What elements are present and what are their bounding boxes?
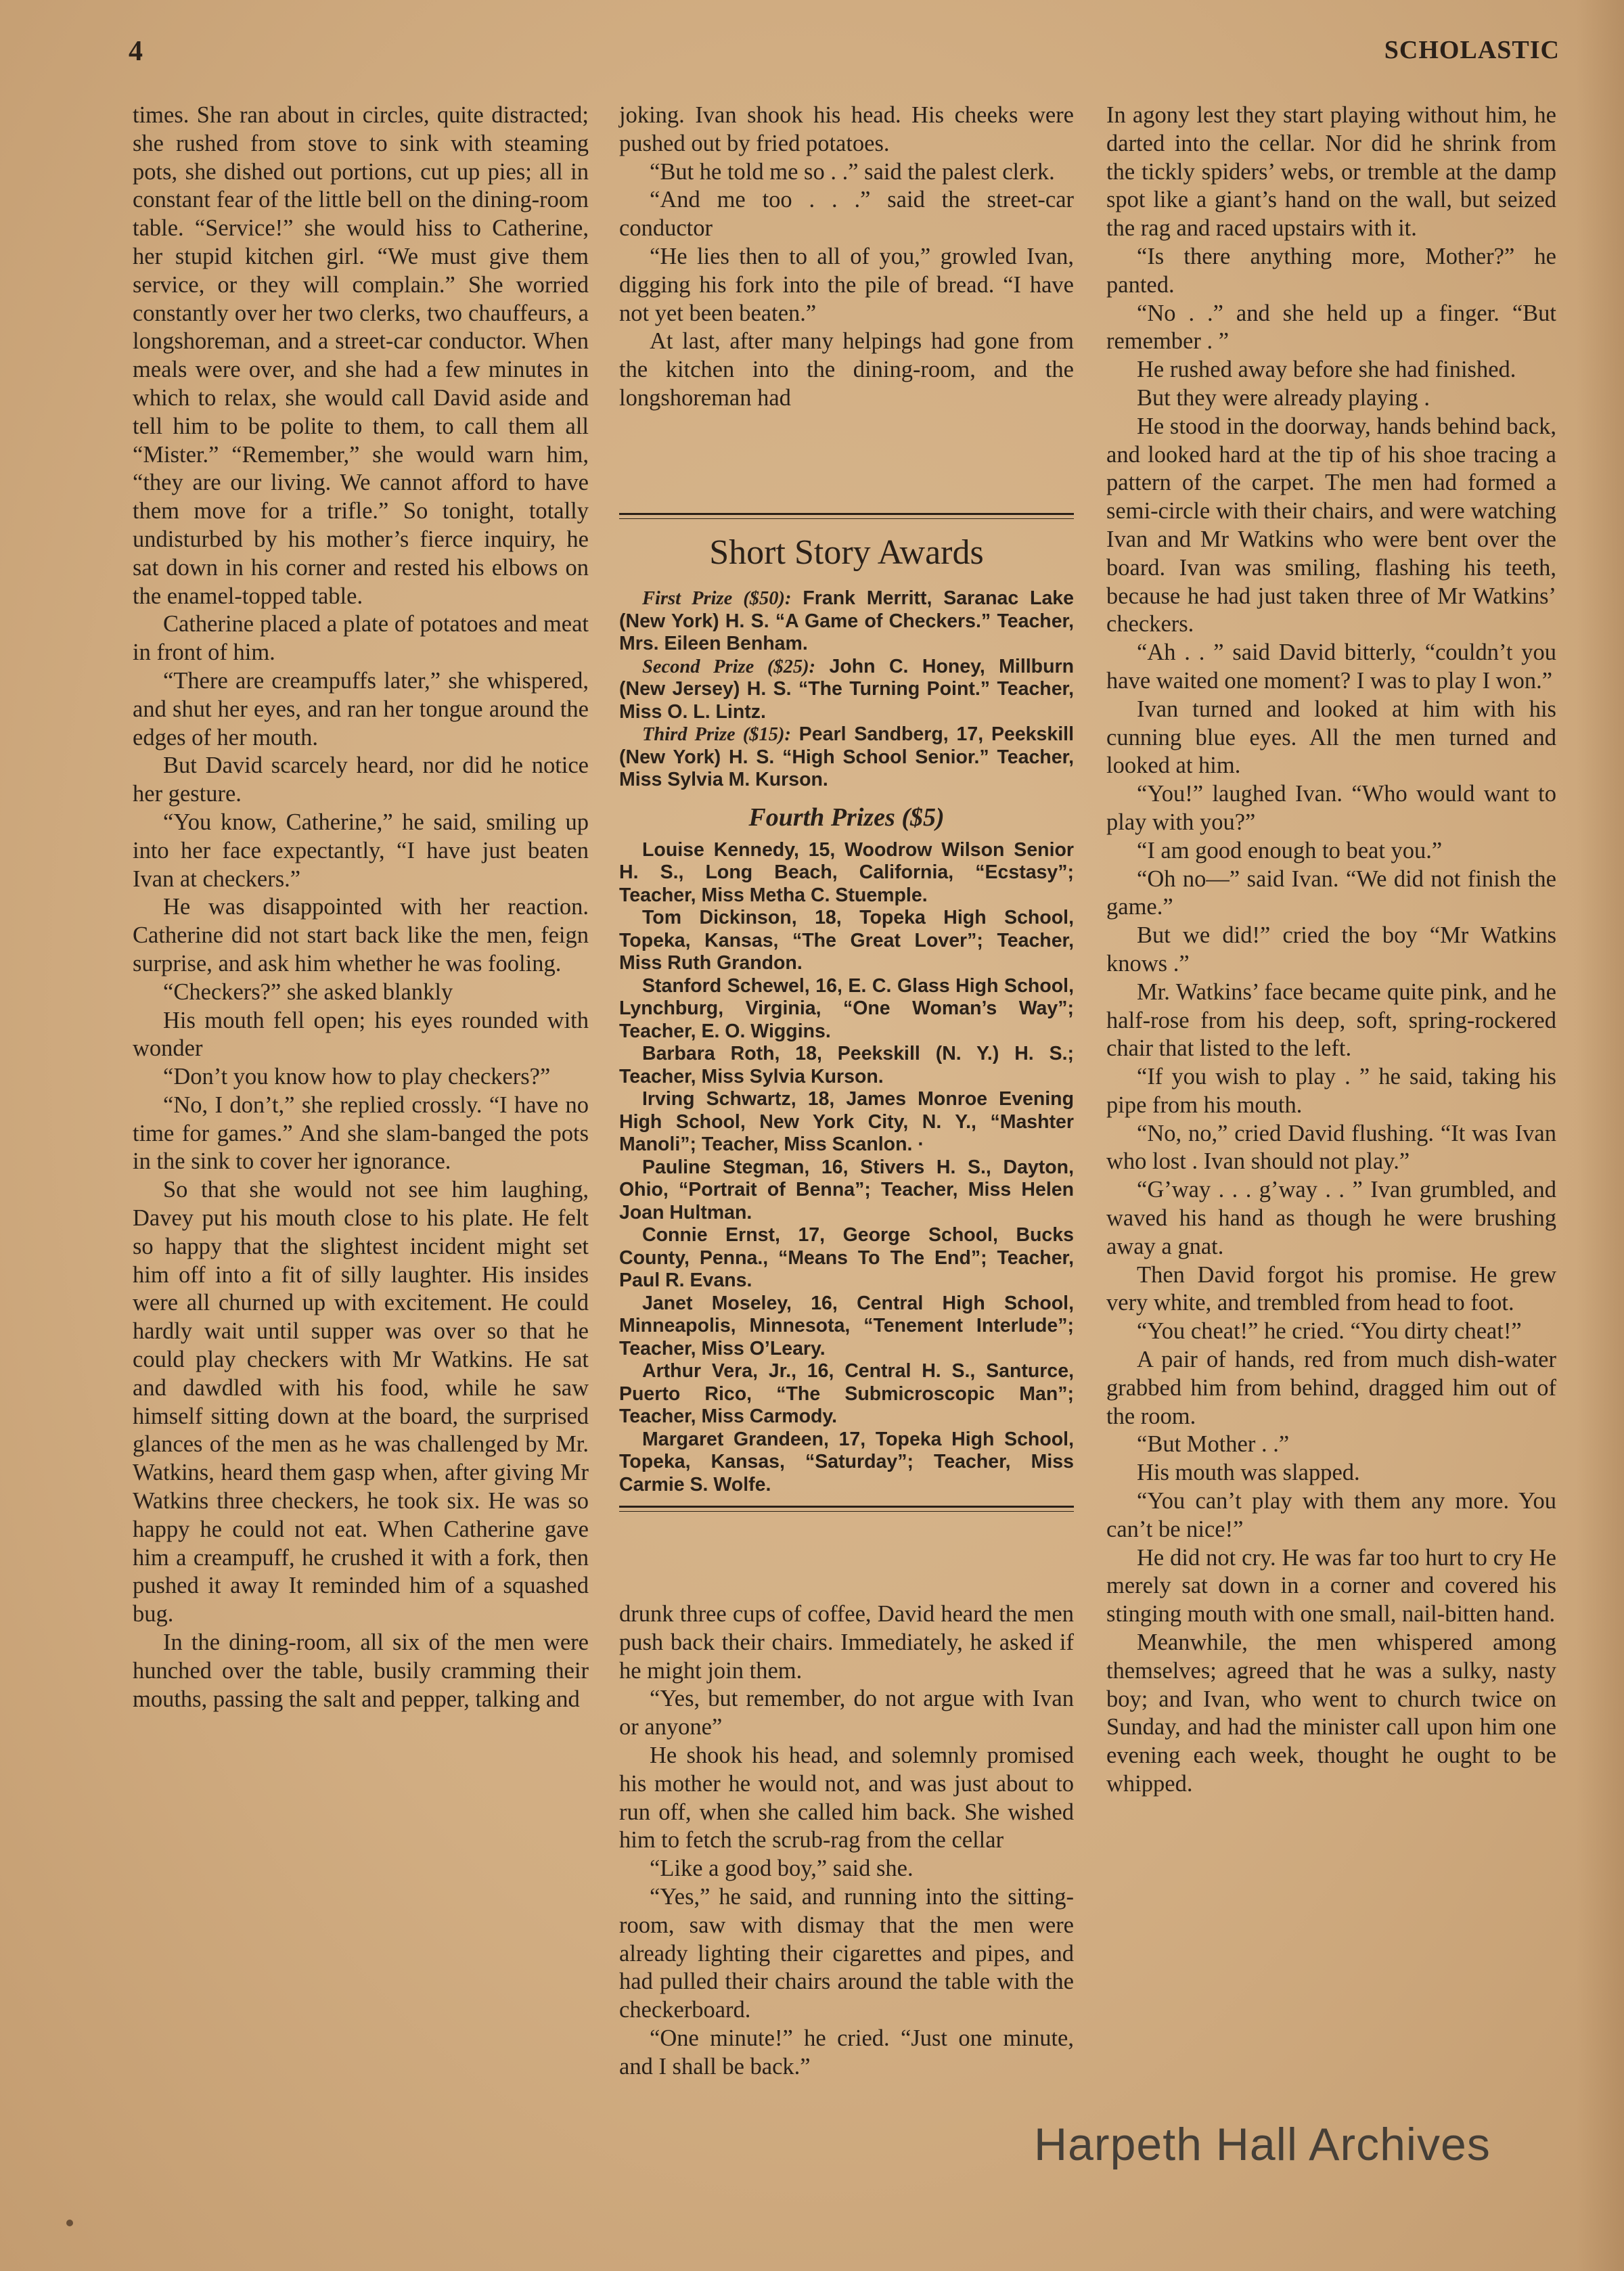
paragraph: He did not cry. He was far too hurt to cry He merely sat down in a corner and covered his stinging mouth with one small, nail-bitten hand. xyxy=(1106,1544,1556,1627)
paragraph: Meanwhile, the men whispered among themselves; agreed that he was a sulky, nasty boy; and Ivan, who went to church twice on Sunday, and had the minister call upon him one evening each week, thought he ought to be whipped. xyxy=(1106,1629,1556,1797)
paragraph: “I am good enough to beat you.” xyxy=(1137,837,1443,863)
paragraph: But they were already playing . xyxy=(1137,384,1430,411)
prize-entry xyxy=(619,656,1074,724)
torn-edge xyxy=(1577,0,1624,2271)
fourth-prize-entry: Stanford Schewel, 16, E. C. Glass High School, Lynchburg, Virginia, “One Woman’s Way”; Teacher, E. O. Wiggins. xyxy=(619,974,1074,1042)
prize-entry xyxy=(619,587,1074,656)
fourth-prize-entry: Janet Moseley, 16, Central High School, Minneapolis, Minnesota, “Tenement Interlude”; Teacher, Miss O’Leary. xyxy=(619,1292,1074,1359)
paragraph: “If you wish to play . ” he said, taking his pipe from his mouth. xyxy=(1106,1064,1556,1118)
archive-watermark: Harpeth Hall Archives xyxy=(1034,2119,1491,2170)
prize-text: Frank Merritt, Saranac Lake (New York) H. S. “A Game of Checkers.” Teacher, Mrs. Eileen Benham. xyxy=(619,587,1075,654)
prize-label: Third Prize ($15): xyxy=(642,724,791,745)
paragraph: “Yes, but remember, do not argue with Ivan or anyone” xyxy=(619,1686,1074,1740)
paragraph: He stood in the doorway, hands behind back, and looked hard at the tip of his shoe tracing a pattern of the carpet. The men had formed a semi-circle with their chairs, and were watching Ivan and Mr Watkins who were bent over the board. Ivan was smiling, flashing his teeth, because he had just taken three of Mr Watkins’ checkers. xyxy=(1106,413,1556,637)
paragraph: Catherine placed a plate of potatoes and meat in front of him. xyxy=(133,611,589,666)
paragraph: Mr. Watkins’ face became quite pink, and he half-rose from his deep, soft, spring-rockered chair that listed to the left. xyxy=(1106,979,1556,1062)
paragraph: times. She ran about in circles, quite distracted; she rushed from stove to sink with steaming pots, she dished out portions, cut up pies; all in constant fear of the little bell on the dining-room table. “Service!” she would hiss to Catherine, her stupid kitchen girl. “We must give them service, or they will complain.” She worried constantly over her two clerks, two chauffeurs, a longshoreman, and a street-car conductor. When meals were over, and she had a few minutes in which to relax, she would call David aside and tell him to be polite to them, to call them all “Mister.” “Remember,” she would warn him, “they are our living. We cannot afford to have them move for a trifle.” So tonight, totally undisturbed by his mother’s fierce inquiry, he sat down in his corner and rested his elbows on the enamel-topped table. xyxy=(133,102,589,609)
paragraph: “Yes,” he said, and running into the sitting-room, saw with dismay that the men were already lighting their cigarettes and pipes, and had pulled their chairs around the table with the checkerboard. xyxy=(619,1883,1074,2023)
rule-bottom xyxy=(619,1506,1074,1512)
awards-box xyxy=(619,513,1074,1582)
prize-label: Second Prize ($25): xyxy=(642,656,816,677)
paper-speck xyxy=(66,2220,73,2226)
rule-top xyxy=(619,513,1074,519)
paragraph: “Checkers?” she asked blankly xyxy=(163,979,453,1005)
paragraph: His mouth fell open; his eyes rounded with wonder xyxy=(133,1007,589,1062)
prize-entry xyxy=(619,723,1074,792)
awards-title: Short Story Awards xyxy=(709,533,984,572)
fourth-prize-entry: Connie Ernst, 17, George School, Bucks County, Penna., “Means To The End”; Teacher, Paul R. Evans. xyxy=(619,1224,1074,1291)
paragraph: “There are creampuffs later,” she whispered, and shut her eyes, and ran her tongue around the edges of her mouth. xyxy=(133,667,589,750)
page-number: 4 xyxy=(129,36,143,67)
paragraph: “You!” laughed Ivan. “Who would want to play with you?” xyxy=(1106,781,1556,835)
fourth-prize-entry: Barbara Roth, 18, Peekskill (N. Y.) H. S.; Teacher, Miss Sylvia Kurson. xyxy=(619,1043,1074,1087)
magazine-name: SCHOLASTIC xyxy=(1384,36,1560,64)
paragraph: So that she would not see him laughing, Davey put his mouth close to his plate. He felt so happy that the slightest incident might set him off into a fit of silly laughter. His insides were all churned up with excitement. He could hardly wait until supper was over so that he could play checkers with Mr Watkins. He sat and dawdled with his food, while he saw himself sitting down at the board, the surprised glances of the men as he was challenged by Mr. Watkins, heard them gasp when, after giving Mr Watkins three checkers, he took six. He was so happy he could not eat. When Catherine gave him a creampuff, he crushed it with a fork, then pushed it away It reminded him of a squashed bug. xyxy=(133,1177,589,1627)
paragraph: Then David forgot his promise. He grew very white, and trembled from head to foot. xyxy=(1106,1261,1556,1316)
paragraph: “Like a good boy,” said she. xyxy=(650,1856,914,1882)
paragraph: He shook his head, and solemnly promised his mother he would not, and was just about to run off, when she called him back. She wished him to fetch the scrub-rag from the cellar xyxy=(619,1742,1074,1853)
paragraph: “No . .” and she held up a finger. “But remember . ” xyxy=(1106,300,1556,355)
paragraph: “And me too . . .” said the street-car conductor xyxy=(619,187,1074,242)
paragraph: Ivan turned and looked at him with his cunning blue eyes. All the men turned and looked at him. xyxy=(1106,696,1556,779)
fourth-prize-entry: Tom Dickinson, 18, Topeka High School, Topeka, Kansas, “The Great Lover”; Teacher, Miss Ruth Grandon. xyxy=(619,907,1074,974)
column-2-bottom xyxy=(619,1600,1074,2082)
paragraph: drunk three cups of coffee, David heard the men push back their chairs. Immediately, he asked if he might join them. xyxy=(619,1601,1074,1684)
paragraph: In agony lest they start playing without him, he darted into the cellar. Nor did he shrink from the tickly spiders’ webs, or tremble at the damp spot like a giant’s hand on the wall, but seized the rag and raced upstairs with it. xyxy=(1106,102,1556,242)
paragraph: He was disappointed with her reaction. Catherine did not start back like the men, feign surprise, and ask him whether he was fooling. xyxy=(133,894,589,976)
prize-label: First Prize ($50): xyxy=(642,588,792,609)
fourth-prize-entry: Arthur Vera, Jr., 16, Central H. S., Santurce, Puerto Rico, “The Submicroscopic Man”; Teacher, Miss Carmody. xyxy=(619,1360,1074,1427)
top-prizes xyxy=(619,587,1074,792)
paragraph: “But he told me so . .” said the palest clerk. xyxy=(650,158,1055,185)
paragraph: “You know, Catherine,” he said, smiling up into her face expectantly, “I have just beaten Ivan at checkers.” xyxy=(133,809,589,892)
fourth-prize-entry: Louise Kennedy, 15, Woodrow Wilson Senior H. S., Long Beach, California, “Ecstasy”; Teacher, Miss Metha C. Stuemple. xyxy=(619,838,1074,906)
paragraph: A pair of hands, red from much dish-water grabbed him from behind, dragged him out of the room. xyxy=(1106,1347,1556,1429)
paragraph: “Oh no—” said Ivan. “We did not finish the game.” xyxy=(1106,865,1556,920)
fourth-prize-entry: Irving Schwartz, 18, James Monroe Evening High School, New York City, N. Y., “Mashter Manoli”; Teacher, Miss Scanlon. · xyxy=(619,1088,1074,1155)
paragraph: “No, no,” cried David flushing. “It was Ivan who lost . Ivan should not play.” xyxy=(1106,1120,1556,1175)
paragraph: “G’way . . . g’way . . ” Ivan grumbled, and waved his hand as though he were brushing away a gnat. xyxy=(1106,1177,1556,1259)
column-2-top xyxy=(619,102,1074,413)
fourth-prizes-heading: Fourth Prizes ($5) xyxy=(748,803,945,832)
paragraph: “You cheat!” he cried. “You dirty cheat!” xyxy=(1137,1318,1522,1345)
paragraph: But David scarcely heard, nor did he notice her gesture. xyxy=(133,752,589,807)
paragraph: “Ah . . ” said David bitterly, “couldn’t you have waited one moment? I was to play I won.” xyxy=(1106,639,1556,694)
page-header xyxy=(129,35,1560,69)
paragraph: joking. Ivan shook his head. His cheeks were pushed out by fried potatoes. xyxy=(619,102,1074,156)
paragraph: “He lies then to all of you,” growled Ivan, digging his fork into the pile of bread. “I have not yet been beaten.” xyxy=(619,243,1074,326)
paragraph: “But Mother . .” xyxy=(1137,1431,1290,1458)
paragraph: “You can’t play with them any more. You can’t be nice!” xyxy=(1106,1488,1556,1542)
fourth-prize-entry: Margaret Grandeen, 17, Topeka High School, Topeka, Kansas, “Saturday”; Teacher, Miss Carmie S. Wolfe. xyxy=(619,1428,1074,1496)
paragraph: He rushed away before she had finished. xyxy=(1137,357,1516,383)
paragraph: “No, I don’t,” she replied crossly. “I have no time for games.” And she slam-banged the pots in the sink to cover her ignorance. xyxy=(133,1092,589,1175)
prize-text: Pearl Sandberg, 17, Peekskill (New York) H. S. “High School Senior.” Teacher, Miss Sylvia M. Kurson. xyxy=(619,723,1074,790)
paragraph: “Is there anything more, Mother?” he panted. xyxy=(1106,243,1556,298)
column-1 xyxy=(133,102,589,1713)
prize-text: John C. Honey, Millburn (New Jersey) H. S. “The Turning Point.” Teacher, Miss O. L. Lintz. xyxy=(619,655,1074,723)
paragraph: “Don’t you know how to play checkers?” xyxy=(163,1064,551,1090)
paragraph: His mouth was slapped. xyxy=(1137,1460,1360,1486)
paragraph: In the dining-room, all six of the men were hunched over the table, busily cramming their mouths, passing the salt and pepper, talking and xyxy=(133,1629,589,1712)
fourth-prizes-list xyxy=(619,839,1074,1497)
fourth-prize-entry: Pauline Stegman, 16, Stivers H. S., Dayton, Ohio, “Portrait of Benna”; Teacher, Miss Helen Joan Hultman. xyxy=(619,1156,1074,1223)
paragraph: At last, after many helpings had gone from the kitchen into the dining-room, and the longshoreman had xyxy=(619,328,1074,411)
column-3 xyxy=(1106,102,1556,1799)
paragraph: But we did!” cried the boy “Mr Watkins knows .” xyxy=(1106,922,1556,976)
paragraph: “One minute!” he cried. “Just one minute, and I shall be back.” xyxy=(619,2025,1074,2079)
